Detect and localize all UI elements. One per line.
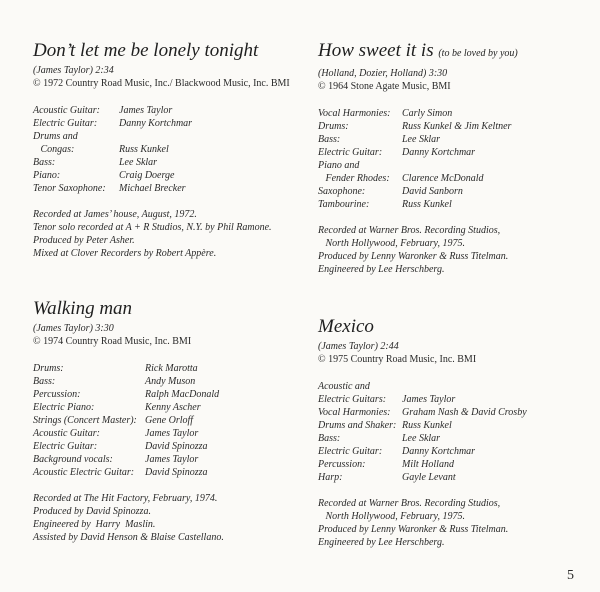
credit-row — [318, 185, 588, 198]
recording-notes — [33, 208, 303, 260]
credit-row — [318, 432, 588, 445]
credit-row — [318, 406, 588, 419]
copyright: © 1972 Country Road Music, Inc./ Blackwood Music, Inc. BMI — [33, 78, 290, 89]
credit-musician: Carly Simon — [402, 108, 453, 119]
note-line: Recorded at The Hit Factory, February, 1974. — [33, 493, 218, 504]
credit-musician: Lee Sklar — [402, 134, 441, 145]
recording-notes — [318, 497, 588, 549]
credit-instrument: Bass: — [33, 376, 56, 387]
credit-musician: Craig Doerge — [119, 170, 175, 181]
credit-musician: Lee Sklar — [402, 433, 441, 444]
credit-musician: Russ Kunkel — [402, 420, 452, 431]
song-title-text: Mexico — [318, 316, 374, 337]
credit-row — [318, 172, 588, 185]
credit-instrument: Tambourine: — [318, 199, 370, 210]
writer-time: (Holland, Dozier, Holland) 3:30 — [318, 68, 448, 79]
credit-instrument: Fender Rhodes: — [318, 173, 390, 184]
credit-row — [318, 159, 588, 172]
credit-row — [318, 198, 588, 211]
credit-row — [33, 143, 303, 156]
credits-list — [318, 107, 588, 211]
credit-instrument: Acoustic Electric Guitar: — [33, 467, 135, 478]
recording-notes — [318, 224, 588, 276]
credit-row — [33, 414, 303, 427]
credit-row — [33, 169, 303, 182]
credit-row — [33, 130, 303, 143]
credit-instrument: Bass: — [318, 134, 341, 145]
credit-row — [318, 458, 588, 471]
credit-musician: Russ Kunkel — [119, 144, 169, 155]
credit-musician: James Taylor — [119, 105, 173, 116]
credit-instrument: Drums and — [33, 131, 78, 142]
credit-musician: Rick Marotta — [145, 363, 198, 374]
note-line: Produced by Lenny Waronker & Russ Titelman. — [318, 524, 509, 535]
song-subtitle: (to be loved by you) — [438, 48, 518, 59]
credit-row — [33, 117, 303, 130]
page-number: 5 — [567, 568, 574, 583]
credit-row — [318, 393, 588, 406]
credit-instrument: Background vocals: — [33, 454, 113, 465]
credits-list — [33, 362, 303, 479]
credit-row — [318, 133, 588, 146]
credit-instrument: Piano: — [33, 170, 61, 181]
credit-musician: David Spinozza — [145, 467, 208, 478]
note-line: Tenor solo recorded at A + R Studios, N.Y. by Phil Ramone. — [33, 222, 272, 233]
song-title — [318, 316, 588, 338]
song-block-2 — [318, 40, 588, 276]
credit-musician: Milt Holland — [402, 459, 454, 470]
note-line: Recorded at James’ house, August, 1972. — [33, 209, 197, 220]
copyright: © 1964 Stone Agate Music, BMI — [318, 81, 451, 92]
credit-row — [33, 440, 303, 453]
credit-musician: Clarence McDonald — [402, 173, 484, 184]
credit-row — [33, 388, 303, 401]
note-line: Recorded at Warner Bros. Recording Studios, — [318, 498, 501, 509]
credit-row — [33, 362, 303, 375]
writer-time: (James Taylor) 2:44 — [318, 341, 399, 352]
credit-musician: Gayle Levant — [402, 472, 456, 483]
credit-instrument: Electric Guitars: — [318, 394, 387, 405]
credit-instrument: Electric Guitar: — [318, 446, 383, 457]
credit-row — [33, 104, 303, 117]
credit-instrument: Harp: — [318, 472, 343, 483]
song-block-1 — [33, 40, 303, 260]
credit-instrument: Electric Piano: — [33, 402, 95, 413]
credit-row — [318, 380, 588, 393]
credit-row — [33, 156, 303, 169]
note-line: North Hollywood, February, 1975. — [318, 511, 465, 522]
credit-instrument: Piano and — [318, 160, 360, 171]
credit-musician: James Taylor — [402, 394, 456, 405]
credit-musician: Russ Kunkel — [402, 199, 452, 210]
credit-row — [33, 401, 303, 414]
note-line: Engineered by Harry Maslin. — [33, 519, 156, 530]
credit-instrument: Saxophone: — [318, 186, 366, 197]
credit-instrument: Vocal Harmonies: — [318, 108, 391, 119]
credit-instrument: Drums: — [33, 363, 64, 374]
credit-musician: Gene Orloff — [145, 415, 194, 426]
credit-instrument: Acoustic Guitar: — [33, 428, 100, 439]
credit-musician: Lee Sklar — [119, 157, 158, 168]
song-block-4 — [318, 316, 588, 549]
credit-row — [318, 445, 588, 458]
credit-instrument: Percussion: — [318, 459, 366, 470]
credit-row — [33, 453, 303, 466]
credit-instrument: Electric Guitar: — [33, 118, 98, 129]
credit-instrument: Percussion: — [33, 389, 81, 400]
credit-instrument: Drums and Shaker: — [318, 420, 397, 431]
credit-instrument: Congas: — [33, 144, 75, 155]
credit-musician: Kenny Ascher — [145, 402, 201, 413]
credit-instrument: Acoustic and — [318, 381, 370, 392]
credit-musician: Graham Nash & David Crosby — [402, 407, 527, 418]
note-line: Engineered by Lee Herschberg. — [318, 264, 445, 275]
credit-row — [318, 107, 588, 120]
credit-instrument: Electric Guitar: — [33, 441, 98, 452]
credit-row — [33, 182, 303, 195]
credit-musician: Andy Muson — [145, 376, 196, 387]
copyright: © 1975 Country Road Music, Inc. BMI — [318, 354, 477, 365]
song-title — [33, 298, 303, 320]
credit-row — [33, 375, 303, 388]
song-title-text: Walking man — [33, 298, 133, 319]
credit-instrument: Strings (Concert Master): — [33, 415, 137, 426]
writer-time: (James Taylor) 2:34 — [33, 65, 114, 76]
song-block-3 — [33, 298, 303, 544]
note-line: Produced by David Spinozza. — [33, 506, 151, 517]
credits-list — [318, 380, 588, 484]
credits-list — [33, 104, 303, 195]
song-title — [318, 40, 588, 65]
credit-musician: Michael Brecker — [119, 183, 186, 194]
credit-instrument: Bass: — [318, 433, 341, 444]
note-line: Assisted by David Henson & Blaise Castellano. — [33, 532, 224, 543]
credit-row — [318, 120, 588, 133]
note-line: Mixed at Clover Recorders by Robert Appère. — [33, 248, 217, 259]
credit-row — [318, 419, 588, 432]
note-line: Produced by Lenny Waronker & Russ Titelman. — [318, 251, 509, 262]
credit-musician: Danny Kortchmar — [402, 147, 476, 158]
credit-row — [318, 471, 588, 484]
credit-row — [318, 146, 588, 159]
credit-instrument: Vocal Harmonies: — [318, 407, 391, 418]
song-title — [33, 40, 303, 62]
credit-musician: James Taylor — [145, 428, 199, 439]
credit-instrument: Bass: — [33, 157, 56, 168]
credit-musician: James Taylor — [145, 454, 199, 465]
credit-instrument: Drums: — [318, 121, 349, 132]
writer-time: (James Taylor) 3:30 — [33, 323, 114, 334]
credit-musician: David Sanborn — [402, 186, 463, 197]
credit-instrument: Electric Guitar: — [318, 147, 383, 158]
credit-row — [33, 427, 303, 440]
credit-musician: Ralph MacDonald — [145, 389, 220, 400]
song-title-text: Don’t let me be lonely tonight — [33, 40, 259, 61]
copyright: © 1974 Country Road Music, Inc. BMI — [33, 336, 192, 347]
recording-notes — [33, 492, 303, 544]
credit-musician: David Spinozza — [145, 441, 208, 452]
credit-musician: Russ Kunkel & Jim Keltner — [402, 121, 512, 132]
credit-row — [33, 466, 303, 479]
note-line: Engineered by Lee Herschberg. — [318, 537, 445, 548]
credit-musician: Danny Kortchmar — [119, 118, 193, 129]
note-line: Recorded at Warner Bros. Recording Studios, — [318, 225, 501, 236]
note-line: North Hollywood, February, 1975. — [318, 238, 465, 249]
credit-instrument: Tenor Saxophone: — [33, 183, 106, 194]
note-line: Produced by Peter Asher. — [33, 235, 135, 246]
song-title-text: How sweet it is — [318, 40, 434, 61]
credit-musician: Danny Kortchmar — [402, 446, 476, 457]
credit-instrument: Acoustic Guitar: — [33, 105, 100, 116]
